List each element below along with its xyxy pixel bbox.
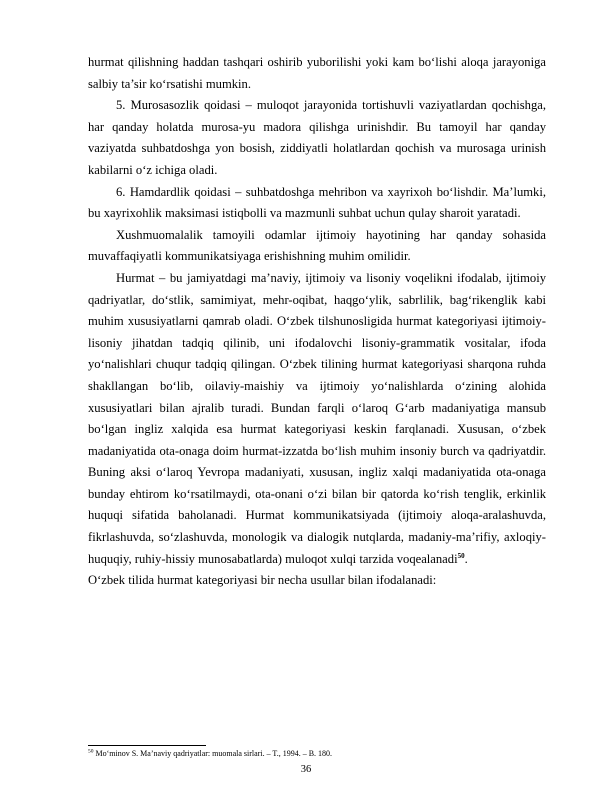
footnote bbox=[88, 749, 546, 759]
footnote-reference: 50 bbox=[457, 551, 465, 560]
paragraph-rule-6: 6. Hamdardlik qoidasi – suhbatdoshga mehribon va xayrixoh bo‘lishdir. Ma’lumki, bu xayrixohlik maksimasi istiqbolli va mazmunli suhbat uchun qulay sharoit yaratadi. bbox=[88, 184, 546, 221]
paragraph-respect-text: Hurmat – bu jamiyatdagi ma’naviy, ijtimoiy va lisoniy voqelikni ifodalab, ijtimoiy qadriyatlar, do‘stlik, samimiyat, mehr-oqibat, haqgo‘ylik, sabrlilik, bag‘rikenglik kabi muhim xususiyatlarni qamrab oladi. O‘zbek tilshunosligida hurmat kategoriyasi ijtimoiy-lisoniy jihatdan tadqiq qilinib, uni ifodalovchi lisoniy-grammatik vositalar, ifoda yo‘nalishlari chuqur tadqiq qilingan. O‘zbek tilining hurmat kategoriyasi sharqona ruhda shakllangan bo‘lib, oilaviy-maishiy va ijtimoiy yo‘nalishlarda o‘zining alohida xususiyatlari bilan ajralib turadi. Bundan farqli o‘laroq G‘arb madaniyatiga mansub bo‘lgan ingliz xalqida esa hurmat kategoriyasi keskin farqlanadi. Xususan, o‘zbek madaniyatida ota-onaga doim hurmat-izzatda bo‘lish muhim insoniy burch va qadriyatdir. Buning aksi o‘laroq Yevropa madaniyati, xususan, ingliz xalqi madaniyatida ota-onaga bunday ehtirom ko‘rsatilmaydi, ota-onani o‘zi bilan bir qatorda ko‘rish tenglik, erkinlik huquqi sifatida baholanadi. Hurmat kommunikatsiyada (ijtimoiy aloqa-aralashuvda, fikrlashuvda, so‘zlashuvda, monologik va dialogik nutqlarda, madaniy-ma’rifiy, axloqiy-huquqiy, ruhiy-hissiy munosabatlarda) muloqot xulqi tarzida voqealanadi bbox=[88, 270, 546, 566]
paragraph-continuation: hurmat qilishning haddan tashqari oshirib yuborilishi yoki kam bo‘lishi aloqa jarayoniga salbiy ta’sir ko‘rsatishi mumkin. bbox=[88, 55, 546, 91]
footnote-text: Mo‘minov S. Ma’naviy qadriyatlar: muomala sirlari. – T., 1994. – B. 180. bbox=[93, 749, 333, 758]
paragraph-politeness-principle: Xushmuomalalik tamoyili odamlar ijtimoiy hayotining har qanday sohasida muvaffaqiyatli kommunikatsiyaga erishishning muhim omilidir. bbox=[88, 227, 546, 264]
body-text bbox=[88, 52, 546, 592]
paragraph-closing: O‘zbek tilida hurmat kategoriyasi bir necha usullar bilan ifodalanadi: bbox=[88, 573, 437, 588]
paragraph-respect-end: . bbox=[464, 551, 468, 566]
footnote-separator bbox=[88, 745, 206, 746]
page-number: 36 bbox=[300, 764, 312, 775]
paragraph-rule-5: 5. Murosasozlik qoidasi – muloqot jarayonida tortishuvli vaziyatlardan qochishga, har qanday holatda murosa-yu madora qilishga urinishdir. Bu tamoyil har qanday vaziyatda suhbatdoshga yon bosish, ziddiyatli holatlardan qochish va murosaga urinish kabilarni o‘z ichiga oladi. bbox=[88, 98, 546, 177]
footnote-marker: 50 bbox=[88, 748, 94, 755]
paragraph-respect bbox=[88, 268, 546, 570]
